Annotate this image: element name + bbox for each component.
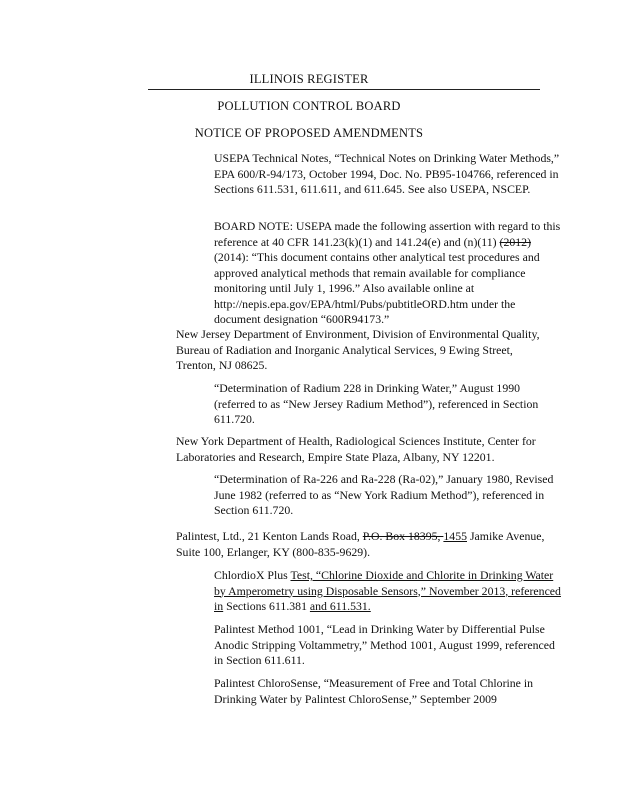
register-title: ILLINOIS REGISTER: [249, 72, 369, 86]
ny-source: New York Department of Health, Radiological Sciences Institute, Center for Laboratories and Research, Empire State Plaza, Albany, NY 12201.: [176, 434, 536, 464]
chlordiox-reference: [214, 568, 564, 615]
chlordiox-text-cont: Sections 611.381: [223, 599, 310, 613]
palintest-source: [176, 529, 546, 560]
chlorosense-reference: Palintest ChloroSense, “Measurement of Free and Total Chlorine in Drinking Water by Palintest ChloroSense,” September 2009: [214, 676, 534, 706]
chlordiox-text: ChlordioX Plus: [214, 568, 291, 582]
board-note-text: BOARD NOTE: USEPA made the following assertion with regard to this reference at 40 CFR 141.23(k)(1) and 141.24(e) and (n)(11): [214, 219, 561, 249]
chlordiox-added: Test, “Chlorine Dioxide and Chlorite in Drinking Water by Amperometry using Disposable Sensors,” November 2013, referenced in: [214, 568, 561, 613]
deleted-year: (2012): [499, 234, 531, 249]
palintest-text-cont: Jamike Avenue, Suite 100, Erlanger, KY (800-835-9629).: [176, 529, 545, 559]
board-title: POLLUTION CONTROL BOARD: [217, 99, 401, 113]
header-rule: [148, 89, 540, 90]
board-note-text-cont: (2014): “This document contains other analytical test procedures and approved analytical methods that remain available for compliance monitoring until July 1, 1996.” Also available online at http://nepis.epa.gov/EPA/html/Pubs/pubtitleORD.htm under the document designation “600R94173.”: [214, 250, 540, 326]
nj-reference: “Determination of Radium 228 in Drinking Water,” August 1990 (referred to as “New Jersey Radium Method”), referenced in Section 611.720.: [214, 381, 539, 426]
palintest-text: Palintest, Ltd., 21 Kenton Lands Road,: [176, 529, 363, 543]
notice-title: NOTICE OF PROPOSED AMENDMENTS: [194, 126, 424, 140]
chlordiox-added-cont: and 611.531.: [309, 599, 371, 613]
added-number: 1455: [443, 529, 467, 543]
method-1001-reference: Palintest Method 1001, “Lead in Drinking Water by Differential Pulse Anodic Stripping Voltammetry,” Method 1001, August 1999, referenced in Section 611.611.: [214, 622, 555, 667]
board-note: [214, 219, 564, 328]
deleted-po-box: P.O. Box 18395,: [362, 529, 444, 543]
nj-source: New Jersey Department of Environment, Division of Environmental Quality, Bureau of Radiation and Inorganic Analytical Services, 9 Ewing Street, Trenton, NJ 08625.: [176, 327, 540, 372]
ny-reference: “Determination of Ra-226 and Ra-228 (Ra-02),” January 1980, Revised June 1982 (referred to as “New York Radium Method”), referenced in Section 611.720.: [214, 472, 554, 517]
usepa-technical-notes: USEPA Technical Notes, “Technical Notes on Drinking Water Methods,” EPA 600/R-94/173, October 1994, Doc. No. PB95-104766, referenced in Sections 611.531, 611.611, and 611.645. See also USEPA, NSCEP.: [214, 151, 560, 196]
